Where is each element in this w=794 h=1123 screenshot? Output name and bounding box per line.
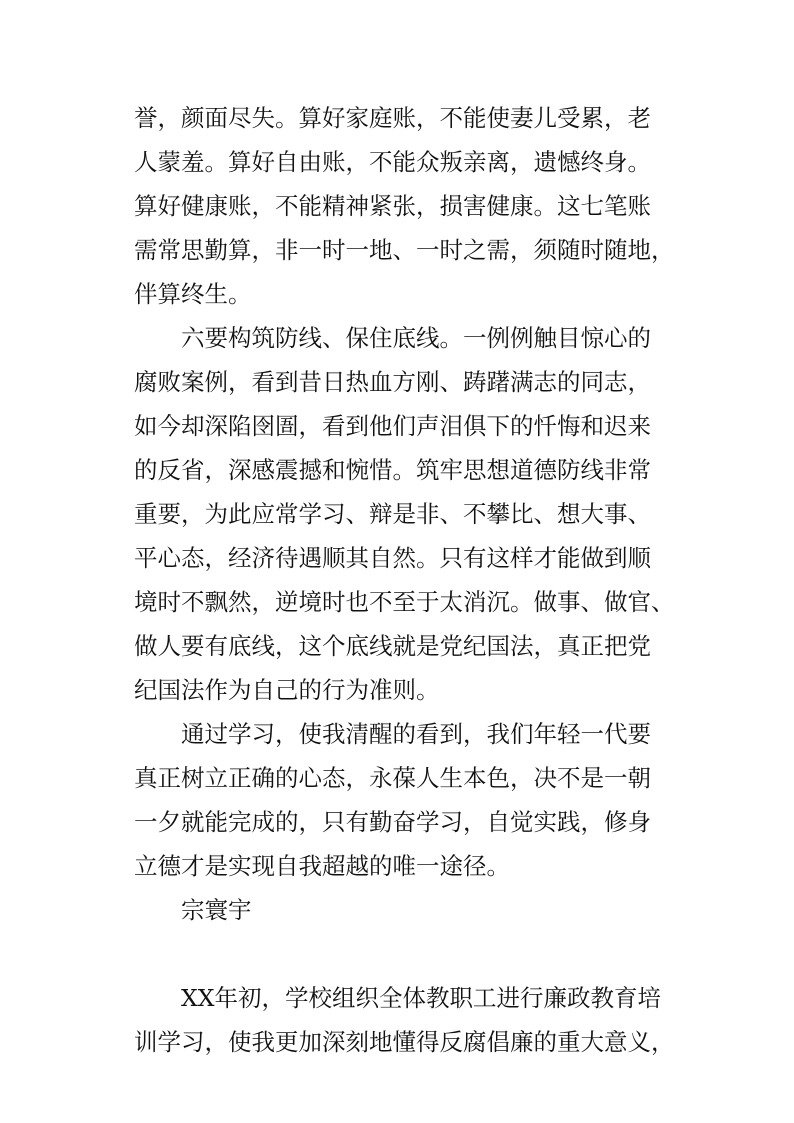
paragraph-line: 做人要有底线，这个底线就是党纪国法，真正把党 [134,632,651,660]
paragraph-line: 算好健康账，不能精神紧张，损害健康。这七笔账 [134,192,651,220]
paragraph-line: 腐败案例，看到昔日热血方刚、踌躇满志的同志， [134,368,651,396]
paragraph-first-line: 六要构筑防线、保住底线。一例例触目惊心的 [181,324,651,352]
paragraph-first-line: XX年初，学校组织全体教职工进行廉政教育培 [181,984,661,1012]
paragraph-line: 重要，为此应常学习、辩是非、不攀比、想大事、 [134,500,651,528]
author-name: 宗寰宇 [181,896,252,924]
paragraph-line: 需常思勤算，非一时一地、一时之需，须随时随地， [134,236,675,264]
paragraph-line: 立德才是实现自我超越的唯一途径。 [134,852,510,880]
paragraph-line: 伴算终生。 [134,280,252,308]
paragraph-line: 纪国法作为自己的行为准则。 [134,676,440,704]
blank-line [134,932,674,976]
paragraph-line: 一夕就能完成的，只有勤奋学习，自觉实践，修身 [134,808,651,836]
paragraph-first-line: 通过学习，使我清醒的看到，我们年轻一代要 [181,720,651,748]
paragraph-line: 的反省，深感震撼和惋惜。筑牢思想道德防线非常 [134,456,651,484]
paragraph-line: 训学习，使我更加深刻地懂得反腐倡廉的重大意义， [134,1028,675,1056]
paragraph-line: 平心态，经济待遇顺其自然。只有这样才能做到顺 [134,544,651,572]
document-body [134,96,674,1064]
paragraph-line: 人蒙羞。算好自由账，不能众叛亲离，遗憾终身。 [134,148,651,176]
paragraph-line: 誉，颜面尽失。算好家庭账，不能使妻儿受累，老 [134,104,651,132]
paragraph-line: 真正树立正确的心态，永葆人生本色，决不是一朝 [134,764,651,792]
paragraph-line: 境时不飘然，逆境时也不至于太消沉。做事、做官、 [134,588,675,616]
paragraph-line: 如今却深陷囹圄，看到他们声泪俱下的忏悔和迟来 [134,412,651,440]
